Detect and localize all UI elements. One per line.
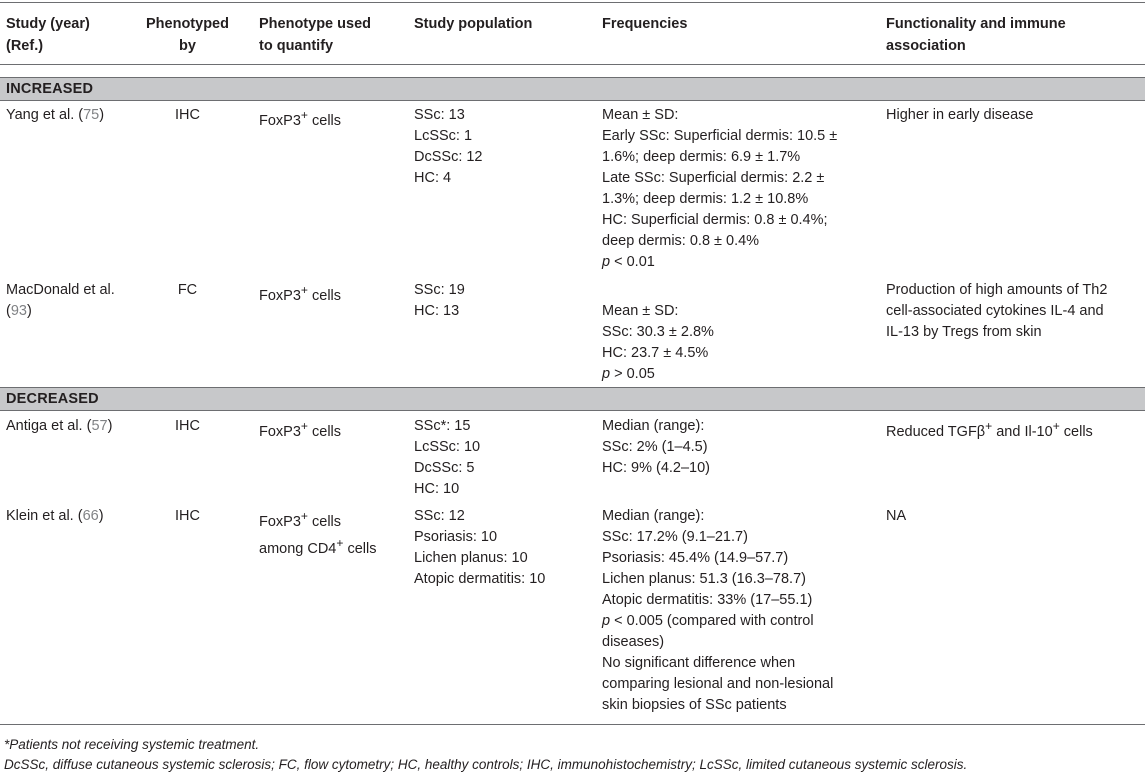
study-text: Antiga et al. ( bbox=[6, 418, 92, 434]
frequency-line: HC: 23.7 ± 4.5% bbox=[602, 345, 709, 361]
population-line: HC: 4 bbox=[414, 170, 452, 186]
header-frequencies bbox=[602, 13, 687, 35]
row3-phenotyped-by bbox=[140, 416, 235, 437]
header-phenotype bbox=[259, 13, 371, 57]
marker-text: FoxP3 bbox=[259, 287, 301, 304]
population-line: Atopic dermatitis: 10 bbox=[414, 571, 546, 587]
population-line: SSc: 19 bbox=[414, 282, 465, 298]
section-label-increased: INCREASED bbox=[6, 81, 94, 97]
row3-function bbox=[886, 416, 1093, 443]
marker-suffix: cells bbox=[307, 112, 342, 129]
reference-link[interactable]: 57 bbox=[91, 418, 108, 434]
row2-phenotyped-by bbox=[140, 280, 235, 301]
population-line: DcSSc: 5 bbox=[414, 460, 475, 476]
p-value-line: p > 0.05 bbox=[602, 366, 655, 382]
reference-link[interactable]: 93 bbox=[10, 303, 27, 319]
header-phenotyped-line1: Phenotyped bbox=[146, 16, 229, 32]
frequency-line: SSc: 30.3 ± 2.8% bbox=[602, 324, 714, 340]
frequency-line: Median (range): bbox=[602, 418, 705, 434]
function-line: IL-13 by Tregs from skin bbox=[886, 324, 1042, 340]
superscript: + bbox=[985, 419, 993, 433]
section-band-increased bbox=[0, 78, 1145, 100]
header-function-line2: association bbox=[886, 38, 966, 54]
method-text: IHC bbox=[175, 418, 200, 434]
superscript: + bbox=[300, 419, 308, 433]
population-line: HC: 10 bbox=[414, 481, 460, 497]
row1-study bbox=[6, 105, 104, 126]
superscript: + bbox=[1052, 419, 1060, 433]
header-population-line1: Study population bbox=[414, 16, 533, 32]
study-text: Klein et al. ( bbox=[6, 508, 83, 524]
row1-frequencies bbox=[602, 105, 837, 273]
row4-population bbox=[414, 506, 545, 590]
frequency-line: diseases) bbox=[602, 634, 665, 650]
marker-text: FoxP3 bbox=[259, 112, 301, 129]
population-line: Lichen planus: 10 bbox=[414, 550, 528, 566]
marker-suffix: cells bbox=[307, 513, 342, 530]
header-phenotyped-by bbox=[140, 13, 235, 57]
frequency-line: skin biopsies of SSc patients bbox=[602, 697, 787, 713]
row1-function bbox=[886, 105, 1034, 126]
frequency-line: No significant difference when bbox=[602, 655, 796, 671]
frequency-line: Psoriasis: 45.4% (14.9–57.7) bbox=[602, 550, 789, 566]
row3-frequencies bbox=[602, 416, 710, 479]
function-line: cell-associated cytokines IL-4 and bbox=[886, 303, 1104, 319]
frequency-line: Atopic dermatitis: 33% (17–55.1) bbox=[602, 592, 813, 608]
bottom-rule bbox=[0, 724, 1145, 725]
section-band-decreased bbox=[0, 388, 1145, 410]
population-line: DcSSc: 12 bbox=[414, 149, 483, 165]
marker-suffix: cells bbox=[343, 540, 377, 557]
function-text: cells bbox=[1059, 423, 1093, 440]
row3-study bbox=[6, 416, 112, 437]
row2-frequencies bbox=[602, 301, 714, 385]
header-phenotype-line2: to quantify bbox=[259, 38, 334, 54]
row1-phenotyped-by bbox=[140, 105, 235, 126]
frequency-line: comparing lesional and non-lesional bbox=[602, 676, 834, 692]
row4-function bbox=[886, 506, 906, 527]
method-text: IHC bbox=[175, 508, 200, 524]
header-population bbox=[414, 13, 532, 35]
top-rule bbox=[0, 2, 1145, 3]
header-frequencies-line1: Frequencies bbox=[602, 16, 688, 32]
superscript: + bbox=[300, 108, 308, 122]
row4-phenotyped-by bbox=[140, 506, 235, 527]
band-rule-bottom-decreased bbox=[0, 410, 1145, 411]
population-line: LcSSc: 10 bbox=[414, 439, 481, 455]
function-line: Higher in early disease bbox=[886, 107, 1034, 123]
frequency-line: deep dermis: 0.8 ± 0.4% bbox=[602, 233, 760, 249]
row4-phenotype bbox=[259, 506, 376, 560]
frequency-line: SSc: 17.2% (9.1–21.7) bbox=[602, 529, 748, 545]
row2-function bbox=[886, 280, 1107, 343]
function-line: Production of high amounts of Th2 bbox=[886, 282, 1108, 298]
header-study-line1: Study (year) bbox=[6, 16, 90, 32]
header-study bbox=[6, 13, 90, 57]
study-text: Yang et al. ( bbox=[6, 107, 84, 123]
marker-text: FoxP3 bbox=[259, 423, 301, 440]
function-text: Reduced TGFβ bbox=[886, 423, 986, 440]
reference-link[interactable]: 66 bbox=[82, 508, 99, 524]
method-text: IHC bbox=[175, 107, 200, 123]
header-function bbox=[886, 13, 1066, 57]
section-label-decreased: DECREASED bbox=[6, 391, 99, 407]
study-text-end: ) bbox=[107, 418, 113, 434]
study-text-end: ) bbox=[26, 303, 32, 319]
frequency-line: HC: Superficial dermis: 0.8 ± 0.4%; bbox=[602, 212, 828, 228]
study-text-end: ) bbox=[98, 508, 104, 524]
p-value-line: p < 0.01 bbox=[602, 254, 655, 270]
header-study-line2: (Ref.) bbox=[6, 38, 44, 54]
header-phenotyped-line2: by bbox=[179, 38, 196, 54]
frequency-line: Mean ± SD: bbox=[602, 107, 679, 123]
study-text: ( bbox=[6, 303, 11, 319]
frequency-line: 1.6%; deep dermis: 6.9 ± 1.7% bbox=[602, 149, 801, 165]
study-text-end: ) bbox=[99, 107, 105, 123]
marker-suffix: cells bbox=[307, 423, 342, 440]
header-rule bbox=[0, 64, 1145, 65]
row4-study bbox=[6, 506, 104, 527]
marker-text: among CD4 bbox=[259, 540, 337, 557]
frequency-line: Late SSc: Superficial dermis: 2.2 ± bbox=[602, 170, 825, 186]
row4-frequencies bbox=[602, 506, 833, 716]
row1-population bbox=[414, 105, 483, 189]
p-value-line: p < 0.005 (compared with control bbox=[602, 613, 814, 629]
population-line: SSc*: 15 bbox=[414, 418, 471, 434]
marker-text: FoxP3 bbox=[259, 513, 301, 530]
frequency-line: Early SSc: Superficial dermis: 10.5 ± bbox=[602, 128, 838, 144]
frequency-line: HC: 9% (4.2–10) bbox=[602, 460, 710, 476]
population-line: HC: 13 bbox=[414, 303, 460, 319]
frequency-line: 1.3%; deep dermis: 1.2 ± 10.8% bbox=[602, 191, 809, 207]
reference-link[interactable]: 75 bbox=[83, 107, 100, 123]
frequency-line: Mean ± SD: bbox=[602, 303, 679, 319]
row2-phenotype bbox=[259, 280, 341, 307]
study-text: MacDonald et al. bbox=[6, 282, 115, 298]
superscript: + bbox=[300, 283, 308, 297]
population-line: LcSSc: 1 bbox=[414, 128, 473, 144]
method-text: FC bbox=[177, 282, 198, 298]
footnote-asterisk: *Patients not receiving systemic treatment. bbox=[4, 737, 260, 752]
header-phenotype-line1: Phenotype used bbox=[259, 16, 371, 32]
population-line: Psoriasis: 10 bbox=[414, 529, 498, 545]
function-text: and Il-10 bbox=[992, 423, 1053, 440]
population-line: SSc: 13 bbox=[414, 107, 465, 123]
frequency-line: SSc: 2% (1–4.5) bbox=[602, 439, 708, 455]
row2-population bbox=[414, 280, 465, 322]
row3-phenotype bbox=[259, 416, 341, 443]
marker-suffix: cells bbox=[307, 287, 342, 304]
footnote-abbreviations: DcSSc, diffuse cutaneous systemic sclerosis; FC, flow cytometry; HC, healthy controls; IHC, immunohistochemistry; LcSSc, limited cutaneous systemic sclerosis. bbox=[4, 757, 968, 772]
function-line: NA bbox=[886, 508, 907, 524]
row2-study bbox=[6, 280, 115, 322]
header-function-line1: Functionality and immune bbox=[886, 16, 1066, 32]
row3-population bbox=[414, 416, 480, 500]
frequency-line: Lichen planus: 51.3 (16.3–78.7) bbox=[602, 571, 806, 587]
superscript: + bbox=[336, 535, 344, 550]
frequency-line: Median (range): bbox=[602, 508, 705, 524]
band-rule-bottom-increased bbox=[0, 100, 1145, 101]
population-line: SSc: 12 bbox=[414, 508, 465, 524]
superscript: + bbox=[300, 509, 308, 523]
row1-phenotype bbox=[259, 105, 341, 132]
